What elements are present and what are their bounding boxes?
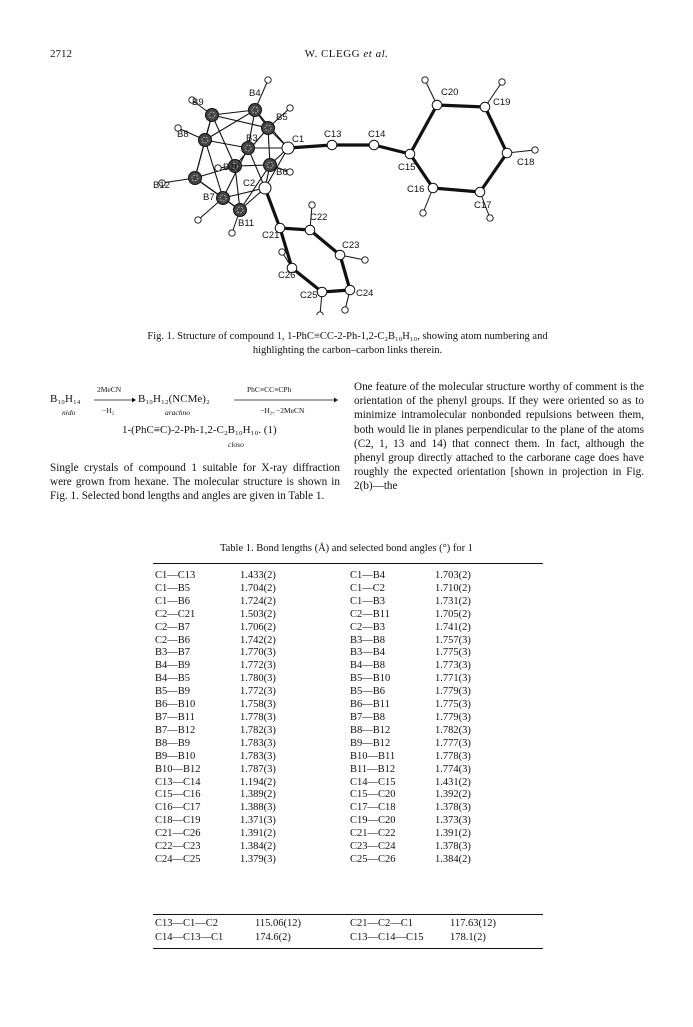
caption-line-2: highlighting the carbon–carbon links therein. bbox=[252, 345, 443, 356]
bond-value: 1.391(2) bbox=[435, 828, 471, 840]
bond-label: C2—C21 bbox=[155, 608, 196, 620]
carbon-atom bbox=[305, 225, 315, 235]
bond-label: B5—B9 bbox=[155, 686, 191, 698]
bond-label: C1—B3 bbox=[350, 595, 386, 607]
bond-label: C2—B3 bbox=[350, 621, 386, 633]
boron-atom bbox=[189, 172, 202, 185]
boron-atom bbox=[249, 104, 262, 117]
hydrogen-atom bbox=[279, 249, 285, 255]
atom-label: C16 bbox=[407, 184, 425, 195]
bond-value: 1.771(3) bbox=[435, 673, 471, 685]
carbon-atom bbox=[345, 285, 355, 295]
bond-label: C1—B6 bbox=[155, 595, 191, 607]
bond-label: B11—B12 bbox=[350, 763, 396, 775]
bond-label: C22—C23 bbox=[155, 841, 201, 853]
bond-value: 117.63(12) bbox=[450, 918, 496, 929]
bond-label: C17—C18 bbox=[350, 802, 396, 814]
bond-value: 1.778(3) bbox=[240, 711, 276, 723]
hydrogen-atom bbox=[422, 77, 428, 83]
hydrogen-atom bbox=[317, 312, 323, 315]
bond-value: 1.783(3) bbox=[240, 750, 276, 762]
hydrogen-atom bbox=[309, 202, 315, 208]
bond-label: C21—C26 bbox=[155, 828, 201, 840]
atom-label: C1 bbox=[292, 134, 305, 145]
bond bbox=[485, 107, 507, 153]
bond bbox=[292, 268, 322, 292]
table-top-rule bbox=[153, 563, 543, 564]
carbon-atom bbox=[327, 140, 337, 150]
page-number: 2712 bbox=[50, 48, 72, 60]
table-row bbox=[155, 815, 545, 828]
bond-value: 1.388(3) bbox=[240, 802, 276, 814]
bond-value: 1.392(2) bbox=[435, 789, 471, 801]
bond bbox=[410, 105, 437, 154]
boron-atom bbox=[199, 134, 212, 147]
bond-value: 1.770(3) bbox=[240, 647, 276, 659]
bond-label: B8—B9 bbox=[155, 737, 191, 749]
bond-label: B7—B8 bbox=[350, 711, 386, 723]
bond-value: 1.779(3) bbox=[435, 686, 471, 698]
bond-label: C18—C19 bbox=[155, 815, 201, 827]
atom-label: C22 bbox=[310, 212, 328, 223]
bond bbox=[437, 105, 485, 107]
bond-label: B4—B8 bbox=[350, 660, 386, 672]
bond-label: B4—B9 bbox=[155, 660, 191, 672]
bond-label: B5—B6 bbox=[350, 686, 386, 698]
bond-value: 1.378(3) bbox=[435, 802, 471, 814]
scheme-arrow1-top: 2MeCN bbox=[97, 385, 122, 394]
bond-label: C23—C24 bbox=[350, 841, 396, 853]
hydrogen-atom bbox=[342, 307, 348, 313]
bond-value: 1.772(3) bbox=[240, 686, 276, 698]
bond-label: C1—C13 bbox=[155, 570, 196, 581]
bond-label: C25—C26 bbox=[350, 853, 396, 865]
bond-value: 1.373(3) bbox=[435, 815, 471, 827]
hydrogen-atom bbox=[532, 147, 538, 153]
table-row bbox=[155, 931, 545, 945]
bond-value: 1.731(2) bbox=[435, 595, 471, 607]
bond-label: B10—B12 bbox=[155, 763, 201, 775]
bond-label: C14—C13—C1 bbox=[155, 931, 224, 943]
bond-value: 1.389(2) bbox=[240, 789, 276, 801]
bond-value: 1.384(2) bbox=[435, 853, 471, 865]
table-row bbox=[155, 660, 545, 673]
table-row bbox=[155, 828, 545, 841]
scheme-arrow2-top: PhC≡CC≡CPh bbox=[247, 385, 292, 394]
bond-value: 115.06(12) bbox=[255, 918, 301, 929]
atom-label: C2 bbox=[243, 178, 256, 189]
table-row bbox=[155, 802, 545, 815]
bond-angle-table bbox=[155, 917, 545, 944]
hydrogen-atom bbox=[195, 217, 201, 223]
bond bbox=[288, 145, 332, 148]
bond-value: 1.431(2) bbox=[435, 776, 471, 788]
molecule-figure bbox=[140, 70, 560, 315]
hydrogen-atom bbox=[287, 169, 293, 175]
hydrogen-atom bbox=[287, 105, 293, 111]
boron-atom bbox=[264, 159, 277, 172]
bond-value: 1.194(2) bbox=[240, 776, 276, 788]
table-bottom-rule bbox=[153, 948, 543, 949]
bond-value: 1.758(3) bbox=[240, 699, 276, 711]
carbon-atom bbox=[259, 182, 271, 194]
bond-label: C1—B4 bbox=[350, 570, 386, 581]
bond-label: C14—C15 bbox=[350, 776, 396, 788]
bond-value: 1.779(3) bbox=[435, 711, 471, 723]
scheme-arrow-1 bbox=[94, 396, 136, 404]
bond-label: C1—C2 bbox=[350, 582, 386, 594]
carbon-atom bbox=[317, 287, 327, 297]
atom-label: C25 bbox=[300, 290, 318, 301]
table-row bbox=[155, 725, 545, 738]
boron-atom bbox=[206, 109, 219, 122]
table-row bbox=[155, 635, 545, 648]
bond-label: C2—B11 bbox=[350, 608, 390, 620]
caption-line-1: Fig. 1. Structure of compound 1, 1-PhC≡CC-2-Ph-1,2-C₂B₁₀H₁₀, showing atom numbering and bbox=[147, 331, 548, 342]
atom-label: B3 bbox=[246, 133, 258, 144]
carbon-atom bbox=[432, 100, 442, 110]
table-row bbox=[155, 751, 545, 764]
bond-label: C13—C14 bbox=[155, 776, 201, 788]
bond bbox=[480, 153, 507, 192]
bond-label: B7—B11 bbox=[155, 711, 195, 723]
bond-value: 1.371(3) bbox=[240, 815, 276, 827]
bond-value: 1.780(3) bbox=[240, 673, 276, 685]
bond-label: B8—B12 bbox=[350, 724, 391, 736]
scheme-intermediate: B₁₀H₁₂(NCMe)₂ bbox=[138, 393, 210, 405]
scheme-product: 1-(PhC≡C)-2-Ph-1,2-C₂B₁₀H₁₀. (1) bbox=[122, 424, 277, 436]
table-mid-rule bbox=[153, 914, 543, 915]
table-row bbox=[155, 764, 545, 777]
scheme-intermediate-label: arachno bbox=[165, 408, 190, 417]
bond-label: B9—B12 bbox=[350, 737, 391, 749]
bond-label: B7—B12 bbox=[155, 724, 196, 736]
hydrogen-atom bbox=[487, 215, 493, 221]
carbon-atom bbox=[405, 149, 415, 159]
table-row bbox=[155, 712, 545, 725]
bond-label: B3—B7 bbox=[155, 647, 191, 659]
running-header bbox=[0, 48, 693, 60]
authors: W. CLEGG bbox=[304, 48, 361, 60]
atom-label: C13 bbox=[324, 129, 342, 140]
carbon-atom bbox=[428, 183, 438, 193]
scheme-reactant: B₁₀H₁₄ bbox=[50, 393, 81, 405]
bond-length-table bbox=[155, 570, 545, 867]
atom-label: B7 bbox=[203, 192, 215, 203]
bond-value: 1.778(3) bbox=[435, 750, 471, 762]
left-column-paragraph: Single crystals of compound 1 suitable for X-ray diffraction were grown from hexane. The molecular structure is shown in Fig. 1. Selected bond lengths and angles are given in Table 1. bbox=[50, 462, 340, 503]
atom-label: C24 bbox=[356, 288, 374, 299]
table-row bbox=[155, 673, 545, 686]
bond-value: 1.705(2) bbox=[435, 608, 471, 620]
bond-label: C13—C14—C15 bbox=[350, 931, 424, 943]
boron-atom bbox=[234, 204, 247, 217]
table-title: Table 1. Bond lengths (Å) and selected bond angles (°) for 1 bbox=[219, 543, 474, 554]
bond bbox=[280, 228, 292, 268]
table-row bbox=[155, 699, 545, 712]
atom-label: C15 bbox=[398, 162, 416, 173]
bond-label: B6—B11 bbox=[350, 699, 390, 711]
hydrogen-atom bbox=[499, 79, 505, 85]
bond bbox=[374, 145, 410, 154]
scheme-product-label: closo bbox=[228, 440, 244, 449]
bond-value: 1.774(3) bbox=[435, 763, 471, 775]
bond-value: 1.742(2) bbox=[240, 634, 276, 646]
reaction-scheme bbox=[50, 384, 340, 454]
table-row bbox=[155, 570, 545, 583]
carbon-atom bbox=[475, 187, 485, 197]
bond-value: 1.773(3) bbox=[435, 660, 471, 672]
hydrogen-atom bbox=[420, 210, 426, 216]
scheme-arrow2-bottom: −H₂, −2MeCN bbox=[260, 406, 305, 415]
hydrogen-atom bbox=[362, 257, 368, 263]
bond-label: C24—C25 bbox=[155, 853, 201, 865]
carbon-atom bbox=[502, 148, 512, 158]
bond-value: 1.433(2) bbox=[240, 570, 276, 581]
bond-value: 1.757(3) bbox=[435, 634, 471, 646]
carbon-atom bbox=[335, 250, 345, 260]
table-row bbox=[155, 609, 545, 622]
table-row bbox=[155, 789, 545, 802]
bond bbox=[340, 255, 350, 290]
bond-value: 1.384(2) bbox=[240, 841, 276, 853]
bond-value: 1.503(2) bbox=[240, 608, 276, 620]
carbon-atom bbox=[369, 140, 379, 150]
bond-label: C13—C1—C2 bbox=[155, 918, 219, 929]
bond-value: 1.703(2) bbox=[435, 570, 471, 581]
atom-label: B5 bbox=[276, 112, 288, 123]
bond-value: 1.706(2) bbox=[240, 621, 276, 633]
bond-value: 1.787(3) bbox=[240, 763, 276, 775]
bond-label: B5—B10 bbox=[350, 673, 391, 685]
bond-value: 1.782(3) bbox=[435, 724, 471, 736]
atom-label: C20 bbox=[441, 87, 459, 98]
bond bbox=[433, 188, 480, 192]
bond-value: 1.775(3) bbox=[435, 647, 471, 659]
right-column-paragraph: One feature of the molecular structure worthy of comment is the orientation of the phenyl groups. If they were oriented so as to minimize intramolecular nonbonded repulsions between them, both would lie in planes perpendicular to the plane of the atoms (C2, 1, 13 and 14) that connect them. In fact, although the phenyl group directly attached to the carborane cage does have roughly the expected orientation [shown in projection in Fig. 2(b)—the bbox=[354, 381, 644, 493]
bond-label: B3—B8 bbox=[350, 634, 386, 646]
bond-value: 1.724(2) bbox=[240, 595, 276, 607]
atom-label: B8 bbox=[177, 129, 189, 140]
atom-label: C23 bbox=[342, 240, 360, 251]
scheme-arrow-2 bbox=[234, 396, 338, 404]
bond-value: 1.741(2) bbox=[435, 621, 471, 633]
bond-value: 178.1(2) bbox=[450, 931, 486, 943]
bond-value: 1.772(3) bbox=[240, 660, 276, 672]
table-row bbox=[155, 917, 545, 931]
bond-label: B3—B4 bbox=[350, 647, 386, 659]
table-row bbox=[155, 777, 545, 790]
atom-label: B10 bbox=[223, 162, 240, 173]
atom-label: C17 bbox=[474, 200, 492, 211]
table-row bbox=[155, 854, 545, 867]
bond-label: C21—C2—C1 bbox=[350, 918, 414, 929]
bond-value: 1.783(3) bbox=[240, 737, 276, 749]
bond-label: C15—C20 bbox=[350, 789, 396, 801]
bond-value: 1.391(2) bbox=[240, 828, 276, 840]
bond-value: 1.379(3) bbox=[240, 853, 276, 865]
bond-label: C15—C16 bbox=[155, 789, 201, 801]
bond-label: C2—B6 bbox=[155, 634, 191, 646]
carbon-atom bbox=[480, 102, 490, 112]
scheme-arrow1-bottom: −H₂ bbox=[102, 406, 115, 415]
table-row bbox=[155, 647, 545, 660]
table-row bbox=[155, 686, 545, 699]
bond-label: C16—C17 bbox=[155, 802, 201, 814]
bond-label: C1—B5 bbox=[155, 582, 191, 594]
authors-suffix: et al. bbox=[363, 48, 389, 60]
bond-label: B6—B10 bbox=[155, 699, 196, 711]
bond-value: 1.775(3) bbox=[435, 699, 471, 711]
hydrogen-atom bbox=[265, 77, 271, 83]
scheme-reactant-label: nido bbox=[62, 408, 76, 417]
table-row bbox=[155, 596, 545, 609]
boron-atom bbox=[217, 192, 230, 205]
bond bbox=[310, 230, 340, 255]
boron-atom bbox=[262, 122, 275, 135]
bond-label: B9—B10 bbox=[155, 750, 196, 762]
bond bbox=[212, 115, 235, 166]
table-row bbox=[155, 841, 545, 854]
atom-label: B12 bbox=[153, 180, 170, 191]
atom-label: B4 bbox=[249, 88, 261, 99]
atom-label: C18 bbox=[517, 157, 535, 168]
bond-value: 174.6(2) bbox=[255, 931, 291, 943]
table-row bbox=[155, 583, 545, 596]
table-row bbox=[155, 622, 545, 635]
bond-value: 1.704(2) bbox=[240, 582, 276, 594]
atom-label: C21 bbox=[262, 230, 280, 241]
bond-value: 1.378(3) bbox=[435, 841, 471, 853]
atom-label: C14 bbox=[368, 129, 386, 140]
hydrogen-atom bbox=[229, 230, 235, 236]
hydrogen-atom bbox=[215, 165, 221, 171]
bond-value: 1.782(3) bbox=[240, 724, 276, 736]
bond-label: C19—C20 bbox=[350, 815, 396, 827]
bond-label: B4—B5 bbox=[155, 673, 191, 685]
bond-label: C21—C22 bbox=[350, 828, 396, 840]
figure-caption bbox=[70, 330, 625, 358]
atom-label: C26 bbox=[278, 270, 296, 281]
atom-label: B9 bbox=[192, 97, 204, 108]
table-row bbox=[155, 738, 545, 751]
bond-value: 1.710(2) bbox=[435, 582, 471, 594]
atom-label: B6 bbox=[276, 167, 288, 178]
bond-value: 1.777(3) bbox=[435, 737, 471, 749]
atom-label: C19 bbox=[493, 97, 511, 108]
bond-label: B10—B11 bbox=[350, 750, 396, 762]
atom-label: B11 bbox=[238, 218, 255, 229]
bond-label: C2—B7 bbox=[155, 621, 191, 633]
